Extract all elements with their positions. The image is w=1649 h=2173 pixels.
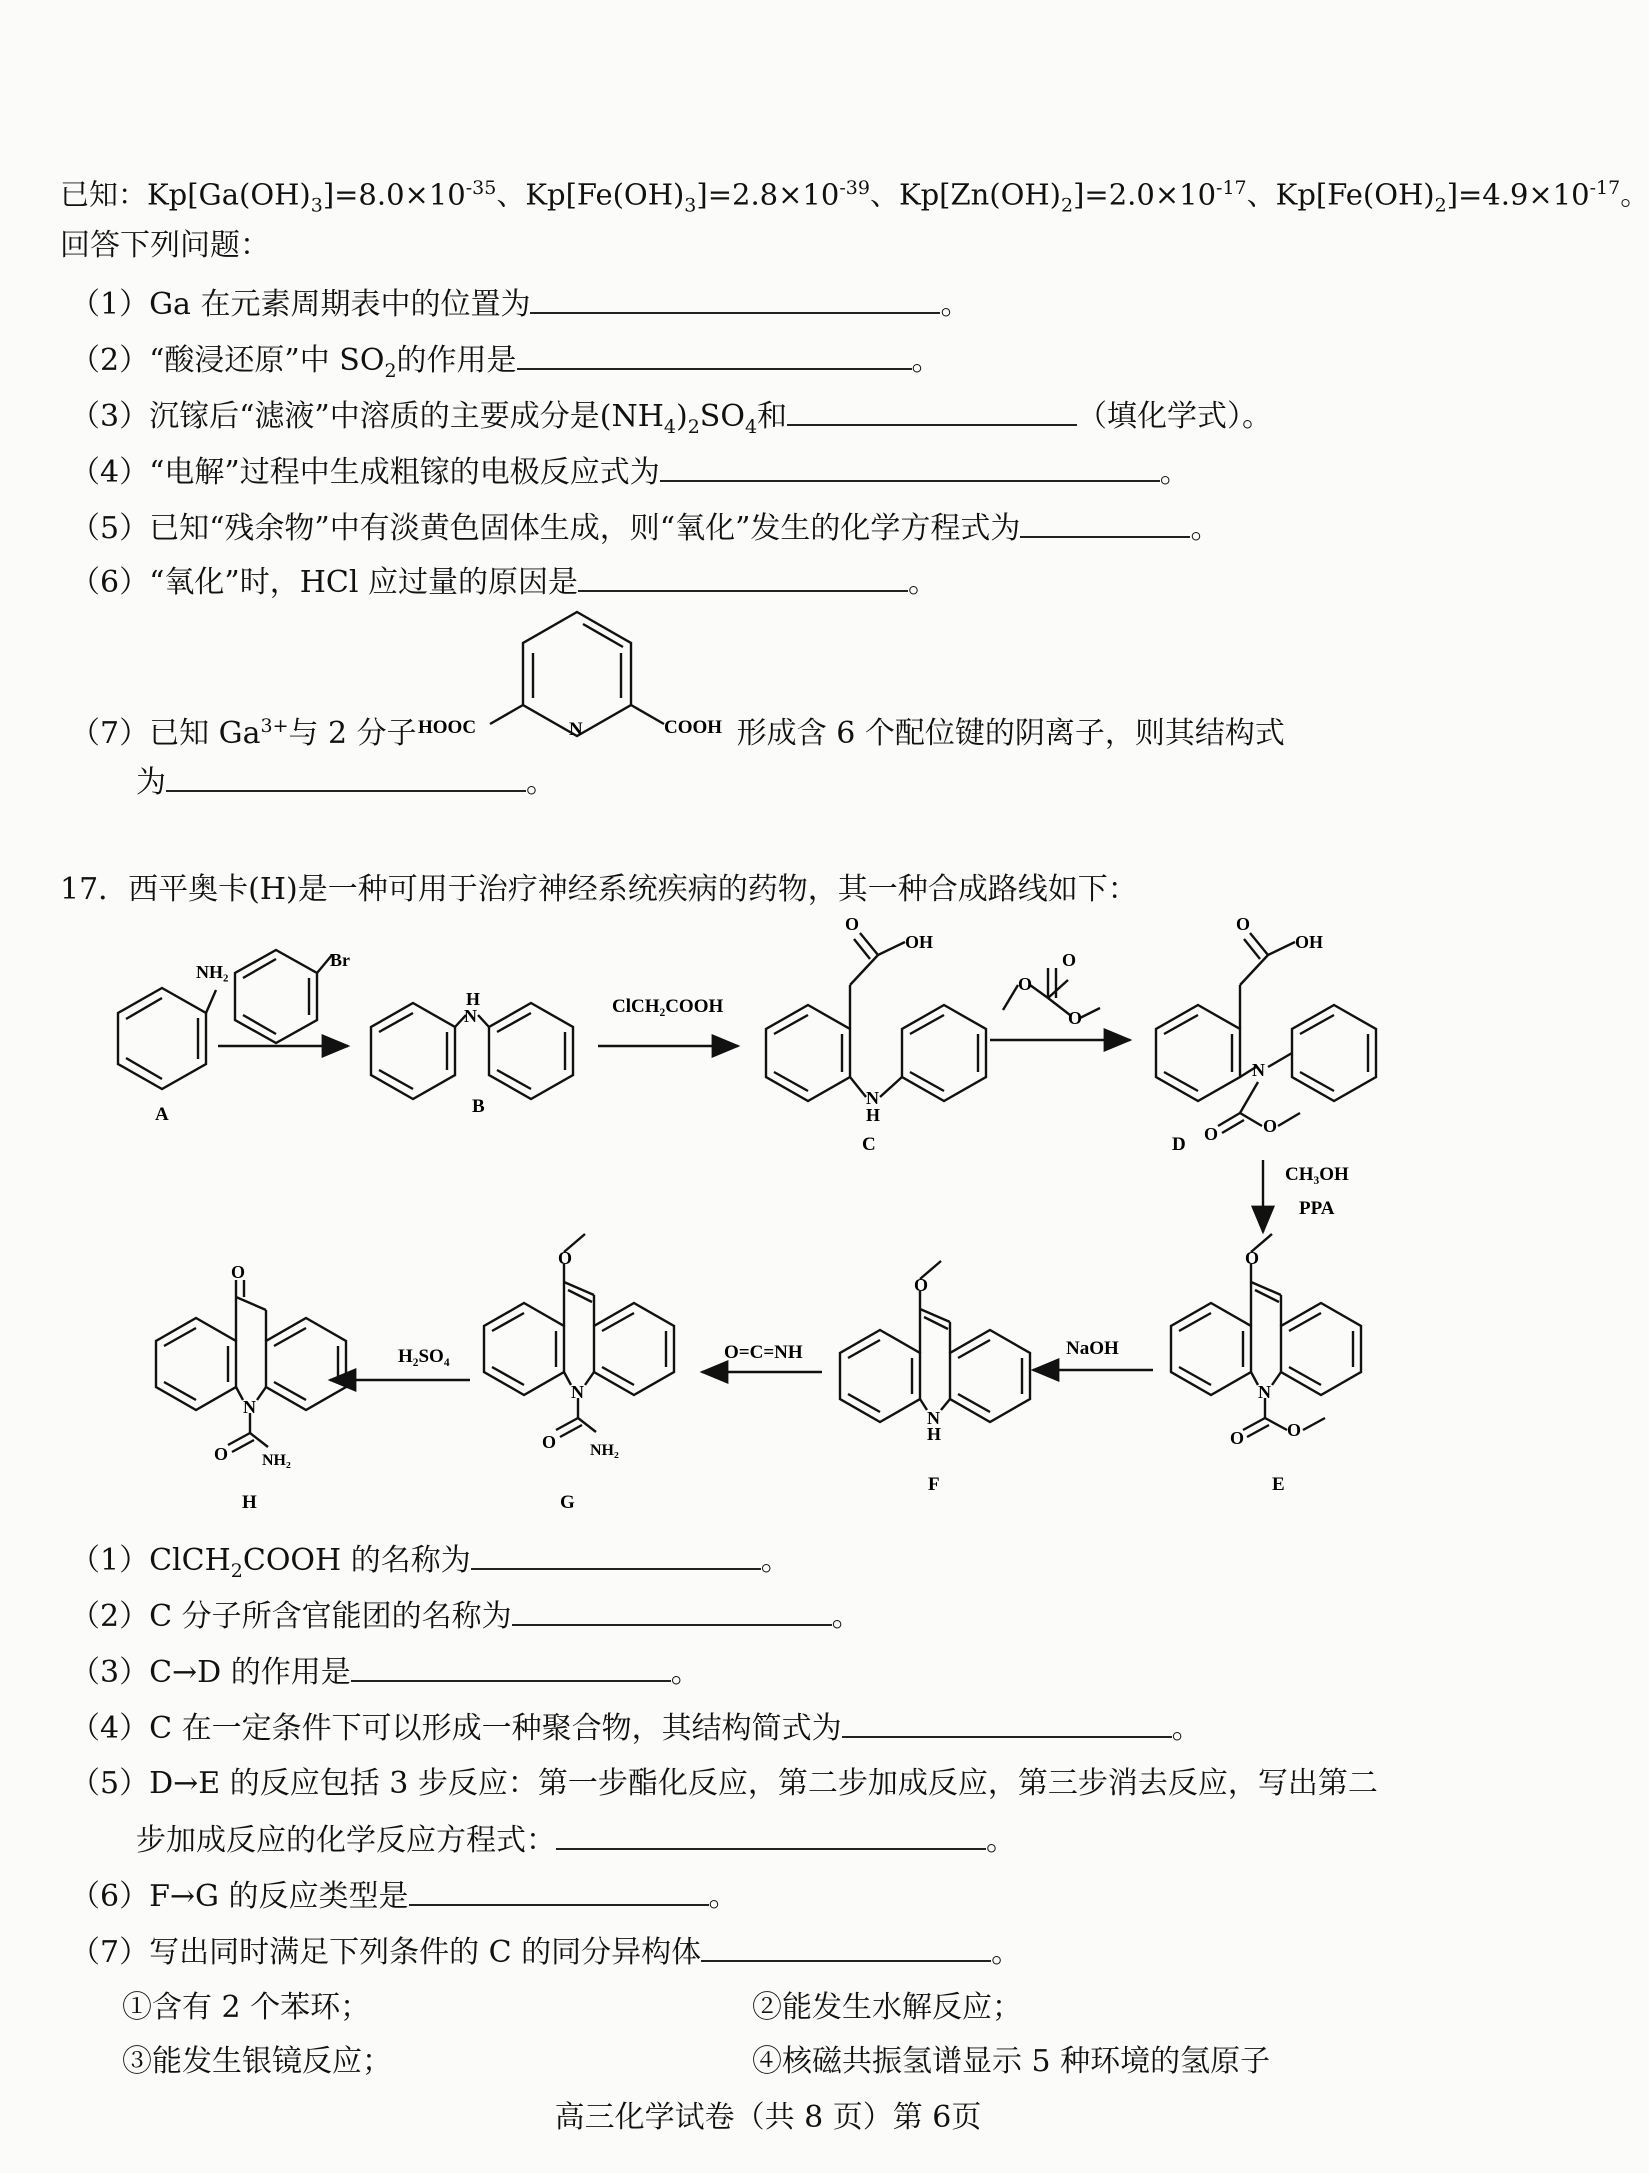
label-B: B xyxy=(472,1096,485,1117)
q17-4-period: 。 xyxy=(1171,1711,1202,1746)
kp3-exp: -17 xyxy=(1216,177,1247,199)
q17-7-period: 。 xyxy=(991,1935,1022,1970)
kp2-sub: 3 xyxy=(684,194,697,217)
atom-o-E3: O xyxy=(1287,1420,1302,1440)
atom-o-G2: O xyxy=(542,1432,557,1452)
atom-n-D: N xyxy=(1252,1060,1265,1080)
q16-6-period: 。 xyxy=(908,565,939,600)
atom-o-H2: O xyxy=(214,1444,229,1464)
q16-3-sub3: 4 xyxy=(744,416,758,438)
atom-o-C: O xyxy=(845,914,860,934)
molecule-C xyxy=(766,933,986,1101)
q17-5 xyxy=(70,1764,1378,1804)
kp2-exp: -39 xyxy=(839,177,870,199)
atom-nh2-A: NH₂ xyxy=(196,962,229,982)
q17-5-cont xyxy=(136,1820,1016,1861)
known-prefix: 已知： xyxy=(60,177,148,212)
q16-3-text-c: SO xyxy=(699,399,745,434)
q16-7-sup: 3+ xyxy=(260,715,289,737)
atom-o-E2: O xyxy=(1230,1428,1245,1448)
q17-cond-4: ④核磁共振氢谱显示 5 种环境的氢原子 xyxy=(752,2044,1271,2079)
q16-7-text-a: （7）已知 Ga xyxy=(70,716,261,751)
label-G: G xyxy=(560,1492,575,1513)
q17-1-text-a: （1）ClCH xyxy=(70,1543,231,1578)
atom-n-H: N xyxy=(243,1397,256,1417)
q17-2 xyxy=(70,1596,862,1637)
molecule-D xyxy=(1156,933,1376,1133)
q17-cond-1: ①含有 2 个苯环； xyxy=(122,1990,371,2025)
molecule-G xyxy=(484,1234,674,1437)
atom-n-G: N xyxy=(571,1382,584,1402)
q17-1 xyxy=(70,1540,791,1591)
atom-o-dmc3: O xyxy=(1068,1008,1083,1028)
atom-o-D: O xyxy=(1236,914,1251,934)
q16-7-period: 。 xyxy=(526,765,556,800)
q17-3-blank[interactable] xyxy=(351,1652,671,1682)
q16-4-text: （4）“电解”过程中生成粗镓的电极反应式为 xyxy=(70,455,660,490)
q17-7 xyxy=(70,1932,1021,1973)
q17-3 xyxy=(70,1652,701,1693)
q16-3-text-d: 和 xyxy=(757,399,788,434)
atom-nh2-H: NH₂ xyxy=(262,1452,291,1469)
atom-o-dmc2: O xyxy=(1062,950,1077,970)
kp3-sub: 2 xyxy=(1061,194,1074,217)
atom-o-D3: O xyxy=(1263,1116,1278,1136)
molecule-A xyxy=(118,988,216,1089)
atom-o-D2: O xyxy=(1204,1124,1219,1144)
q17-1-blank[interactable] xyxy=(471,1540,761,1570)
molecule-H xyxy=(156,1280,346,1452)
label-A: A xyxy=(155,1104,169,1125)
reagent-clch2cooh: ClCH₂COOH xyxy=(612,996,724,1017)
known-end: 。 xyxy=(1620,177,1649,212)
pyridine-cooh: COOH xyxy=(664,717,723,738)
kp3-val: ]=2.0×10 xyxy=(1073,177,1217,212)
q17-5-blank[interactable] xyxy=(556,1820,986,1850)
kp1-val: ]=8.0×10 xyxy=(322,177,466,212)
kp1-exp: -35 xyxy=(465,177,497,199)
atom-h-F: H xyxy=(927,1424,942,1444)
atom-o-H: O xyxy=(231,1262,246,1282)
q16-2-sub: 2 xyxy=(384,360,397,382)
kp4-sub: 2 xyxy=(1434,194,1447,217)
q17-cond-2: ②能发生水解反应； xyxy=(752,1990,1022,2025)
atom-oh-C: OH xyxy=(905,932,934,952)
label-H: H xyxy=(242,1492,257,1513)
kp4: 、Kp[Fe(OH) xyxy=(1246,177,1435,212)
pyridine-hooc: HOOC xyxy=(418,717,477,738)
q17-6-blank[interactable] xyxy=(409,1876,709,1906)
label-F: F xyxy=(928,1474,940,1495)
kp4-val: ]=4.9×10 xyxy=(1446,177,1590,212)
atom-o-G: O xyxy=(558,1248,573,1268)
q16-2-text-a: （2）“酸浸还原”中 SO xyxy=(70,343,385,378)
reagent-isocyanic: O=C=NH xyxy=(724,1342,803,1363)
q16-5-text: （5）已知“残余物”中有淡黄色固体生成，则“氧化”发生的化学方程式为 xyxy=(70,511,1021,546)
atom-br: Br xyxy=(330,950,350,970)
pyridine-dicarboxylic-acid xyxy=(490,612,664,736)
q17-1-text-b: COOH 的名称为 xyxy=(242,1543,471,1578)
atom-o-E: O xyxy=(1245,1248,1260,1268)
kp1-sub: 3 xyxy=(310,194,323,217)
atom-nh2-G: NH₂ xyxy=(590,1442,619,1459)
q17-title: 17．西平奥卡(H)是一种可用于治疗神经系统疾病的药物，其一种合成路线如下： xyxy=(60,872,1138,907)
q17-5-text-b: 步加成反应的化学反应方程式： xyxy=(136,1823,556,1858)
q16-6-text: （6）“氧化”时，HCl 应过量的原因是 xyxy=(70,565,579,600)
label-E: E xyxy=(1272,1474,1285,1495)
q17-4 xyxy=(70,1708,1202,1749)
page-footer: 高三化学试卷（共 8 页）第 6页 xyxy=(554,2100,982,2135)
q16-7-text-c: 形成含 6 个配位键的阴离子，则其结构式 xyxy=(736,716,1285,751)
q16-5-period: 。 xyxy=(1190,511,1221,546)
atom-n-F: N xyxy=(927,1408,940,1428)
q16-3-text-b: ) xyxy=(675,399,688,434)
reagent-ppa: PPA xyxy=(1299,1198,1335,1219)
q16-3-text-a: （3）沉镓后“滤液”中溶质的主要成分是(NH xyxy=(70,399,664,434)
reagent-naoh: NaOH xyxy=(1066,1338,1119,1359)
q16-1-period: 。 xyxy=(940,287,971,322)
q17-2-period: 。 xyxy=(831,1599,862,1634)
q17-5-period: 。 xyxy=(986,1823,1016,1858)
reagent-h2so4: H₂SO₄ xyxy=(398,1346,450,1367)
q17-cond-3: ③能发生银镜反应； xyxy=(122,2044,392,2079)
q17-2-text: （2）C 分子所含官能团的名称为 xyxy=(70,1599,512,1634)
q17-3-text: （3）C→D 的作用是 xyxy=(70,1655,351,1690)
bromobenzene xyxy=(235,950,332,1043)
atom-n-C: N xyxy=(866,1088,879,1108)
label-C: C xyxy=(862,1134,876,1155)
q17-1-period: 。 xyxy=(760,1543,791,1578)
q17-6-period: 。 xyxy=(708,1879,739,1914)
q17-7-text: （7）写出同时满足下列条件的 C 的同分异构体 xyxy=(70,1935,702,1970)
q17-6-text: （6）F→G 的反应类型是 xyxy=(70,1879,409,1914)
q17-2-blank[interactable] xyxy=(512,1596,832,1626)
molecule-F xyxy=(840,1261,1030,1422)
atom-oh-D: OH xyxy=(1295,932,1324,952)
q16-2-text-b: 的作用是 xyxy=(396,343,517,378)
q16-3-text-e: （填化学式）。 xyxy=(1077,399,1273,434)
q16-3-sub2: 2 xyxy=(687,416,700,438)
pyridine-n: N xyxy=(569,719,583,740)
label-D: D xyxy=(1172,1134,1186,1155)
q16-7-text-d: 为 xyxy=(136,765,166,800)
reagent-ch3oh: CH₃OH xyxy=(1285,1164,1349,1185)
kp2-val: ]=2.8×10 xyxy=(696,177,840,212)
q17-4-text: （4）C 在一定条件下可以形成一种聚合物，其结构简式为 xyxy=(70,1711,842,1746)
atom-h-B: H xyxy=(466,989,481,1009)
molecule-E xyxy=(1171,1234,1361,1437)
kp2: 、Kp[Fe(OH) xyxy=(496,177,685,212)
q17-6 xyxy=(70,1876,739,1917)
atom-h-C: H xyxy=(866,1105,881,1125)
kp1: Kp[Ga(OH) xyxy=(147,177,311,212)
kp3: 、Kp[Zn(OH) xyxy=(869,177,1062,212)
atom-o-dmc1: O xyxy=(1018,974,1033,994)
q17-7-blank[interactable] xyxy=(701,1932,991,1962)
answer-prompt: 回答下列问题： xyxy=(60,228,270,263)
atom-o-F: O xyxy=(914,1275,929,1295)
atom-n-E: N xyxy=(1258,1382,1271,1402)
q17-3-period: 。 xyxy=(670,1655,701,1690)
q17-1-sub: 2 xyxy=(230,1560,243,1582)
q16-7-text-b: 与 2 分子 xyxy=(288,716,417,751)
q16-2-period: 。 xyxy=(911,343,942,378)
q16-4-period: 。 xyxy=(1159,455,1190,490)
q17-5-text-a: （5）D→E 的反应包括 3 步反应：第一步酯化反应，第二步加成反应，第三步消去反应，写出第二 xyxy=(70,1766,1378,1801)
atom-n-B: N xyxy=(464,1006,477,1026)
q16-3-sub1: 4 xyxy=(663,416,676,438)
q17-4-blank[interactable] xyxy=(842,1708,1172,1738)
q16-1-text: （1）Ga 在元素周期表中的位置为 xyxy=(70,287,531,322)
kp4-exp: -17 xyxy=(1589,177,1621,199)
